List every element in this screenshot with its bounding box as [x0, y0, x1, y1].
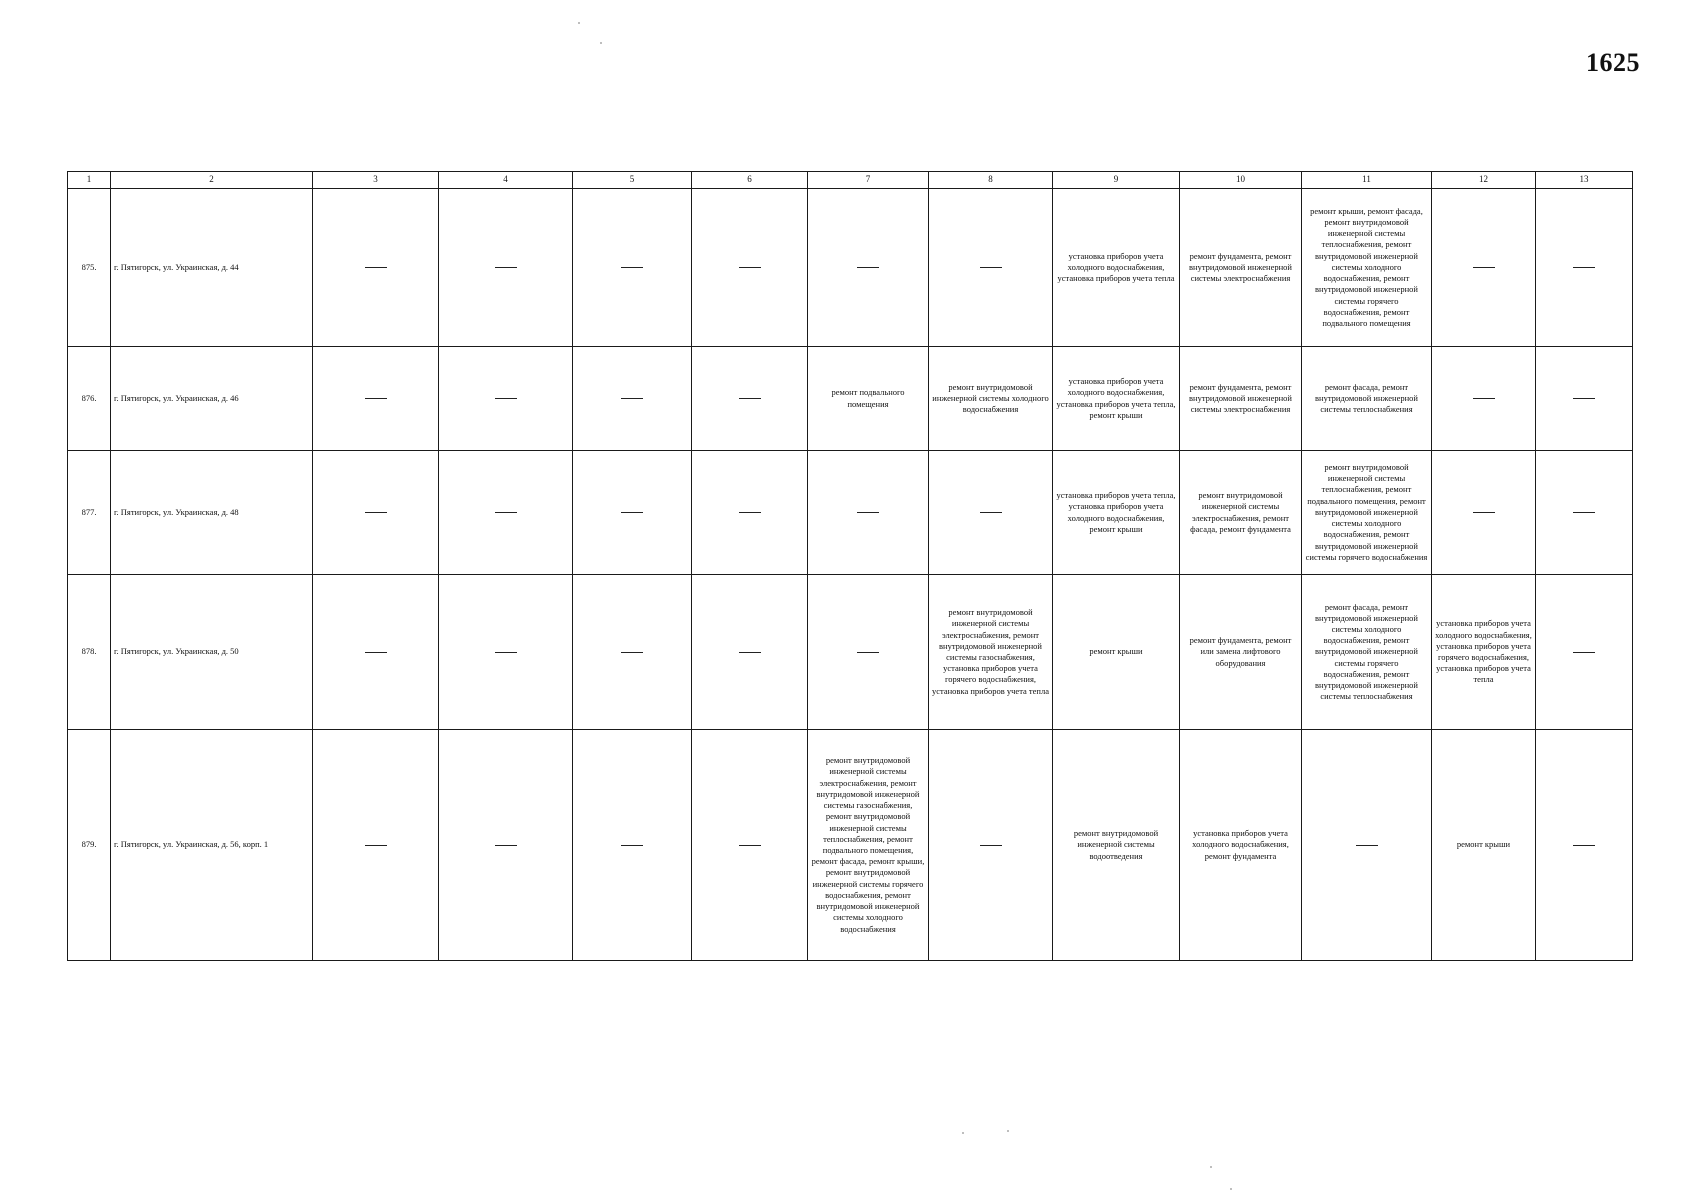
dash-mark — [1573, 845, 1595, 846]
empty-dash-cell — [808, 189, 929, 347]
scan-speck — [1230, 1188, 1232, 1190]
empty-dash-cell — [1432, 347, 1536, 451]
empty-dash-cell — [692, 451, 808, 575]
dash-mark — [857, 267, 879, 268]
empty-dash-cell — [929, 730, 1053, 961]
dash-mark — [980, 512, 1002, 513]
dash-mark — [1573, 398, 1595, 399]
dash-mark — [365, 512, 387, 513]
dash-mark — [365, 267, 387, 268]
column-header: 5 — [573, 172, 692, 189]
empty-dash-cell — [439, 189, 573, 347]
empty-dash-cell — [1302, 730, 1432, 961]
dash-mark — [739, 512, 761, 513]
empty-dash-cell — [439, 347, 573, 451]
empty-dash-cell — [1432, 189, 1536, 347]
empty-dash-cell — [1432, 451, 1536, 575]
dash-mark — [365, 845, 387, 846]
empty-dash-cell — [313, 730, 439, 961]
scan-speck — [578, 22, 580, 24]
empty-dash-cell — [573, 347, 692, 451]
work-type-cell: ремонт фундамента, ремонт внутридомовой инженерной системы электроснабжения — [1180, 347, 1302, 451]
dash-mark — [1573, 267, 1595, 268]
dash-mark — [621, 845, 643, 846]
row-number: 877. — [68, 451, 111, 575]
empty-dash-cell — [1536, 451, 1633, 575]
empty-dash-cell — [313, 189, 439, 347]
row-number: 875. — [68, 189, 111, 347]
work-type-cell: ремонт крыши — [1432, 730, 1536, 961]
column-header: 4 — [439, 172, 573, 189]
table-row — [68, 575, 1633, 730]
dash-mark — [495, 512, 517, 513]
dash-mark — [739, 845, 761, 846]
dash-mark — [739, 652, 761, 653]
dash-mark — [621, 652, 643, 653]
work-type-cell: установка приборов учета тепла, установка приборов учета холодного водоснабжения, ремонт крыши — [1053, 451, 1180, 575]
column-header: 9 — [1053, 172, 1180, 189]
dash-mark — [980, 267, 1002, 268]
scan-speck — [600, 42, 602, 44]
dash-mark — [365, 652, 387, 653]
work-type-cell: ремонт крыши — [1053, 575, 1180, 730]
empty-dash-cell — [439, 730, 573, 961]
empty-dash-cell — [692, 575, 808, 730]
column-header: 2 — [111, 172, 313, 189]
row-number: 876. — [68, 347, 111, 451]
work-type-cell: ремонт фасада, ремонт внутридомовой инженерной системы холодного водоснабжения, ремонт внутридомовой инженерной системы горячего водоснабжения, ремонт внутридомовой инженерной системы теплоснабжения — [1302, 575, 1432, 730]
empty-dash-cell — [313, 451, 439, 575]
work-type-cell: ремонт внутридомовой инженерной системы водоотведения — [1053, 730, 1180, 961]
empty-dash-cell — [808, 575, 929, 730]
dash-mark — [495, 398, 517, 399]
column-header: 1 — [68, 172, 111, 189]
dash-mark — [980, 845, 1002, 846]
work-type-cell: ремонт внутридомовой инженерной системы электроснабжения, ремонт внутридомовой инженерной системы газоснабжения, ремонт внутридомовой инженерной системы теплоснабжения, ремонт подвального помещения, ремонт фасада, ремонт крыши, ремонт внутридомовой инженерной системы горячего водоснабжения, ремонт внутридомовой инженерной системы холодного водоснабжения — [808, 730, 929, 961]
empty-dash-cell — [573, 451, 692, 575]
empty-dash-cell — [1536, 189, 1633, 347]
column-number-row — [68, 172, 1633, 189]
empty-dash-cell — [313, 575, 439, 730]
scan-speck — [962, 1132, 964, 1134]
row-number: 878. — [68, 575, 111, 730]
repair-schedule-table — [67, 171, 1633, 961]
dash-mark — [495, 652, 517, 653]
work-type-cell: установка приборов учета холодного водоснабжения, установка приборов учета горячего водоснабжения, установка приборов учета тепла — [1432, 575, 1536, 730]
dash-mark — [1473, 267, 1495, 268]
work-type-cell: ремонт внутридомовой инженерной системы теплоснабжения, ремонт подвального помещения, ремонт внутридомовой инженерной системы холодного водоснабжения, ремонт внутридомовой инженерной системы горячего водоснабжения — [1302, 451, 1432, 575]
empty-dash-cell — [439, 575, 573, 730]
column-header: 11 — [1302, 172, 1432, 189]
row-number: 879. — [68, 730, 111, 961]
column-header: 12 — [1432, 172, 1536, 189]
scan-speck — [1007, 1130, 1009, 1132]
work-type-cell: установка приборов учета холодного водоснабжения, установка приборов учета тепла, ремонт крыши — [1053, 347, 1180, 451]
dash-mark — [365, 398, 387, 399]
work-type-cell: ремонт фундамента, ремонт внутридомовой инженерной системы электроснабжения — [1180, 189, 1302, 347]
work-type-cell: ремонт внутридомовой инженерной системы электроснабжения, ремонт фасада, ремонт фундамента — [1180, 451, 1302, 575]
empty-dash-cell — [808, 451, 929, 575]
dash-mark — [739, 267, 761, 268]
empty-dash-cell — [439, 451, 573, 575]
column-header: 7 — [808, 172, 929, 189]
column-header: 10 — [1180, 172, 1302, 189]
dash-mark — [1573, 512, 1595, 513]
empty-dash-cell — [1536, 575, 1633, 730]
dash-mark — [495, 267, 517, 268]
address-cell: г. Пятигорск, ул. Украинская, д. 48 — [111, 451, 313, 575]
dash-mark — [1356, 845, 1378, 846]
dash-mark — [621, 267, 643, 268]
empty-dash-cell — [692, 347, 808, 451]
table-row — [68, 189, 1633, 347]
work-type-cell: установка приборов учета холодного водоснабжения, установка приборов учета тепла — [1053, 189, 1180, 347]
dash-mark — [621, 512, 643, 513]
scan-speck — [1210, 1166, 1212, 1168]
empty-dash-cell — [573, 730, 692, 961]
work-type-cell: ремонт фасада, ремонт внутридомовой инженерной системы теплоснабжения — [1302, 347, 1432, 451]
column-header: 3 — [313, 172, 439, 189]
dash-mark — [1473, 398, 1495, 399]
empty-dash-cell — [692, 730, 808, 961]
page-number: 1625 — [1586, 48, 1640, 77]
work-type-cell: ремонт подвального помещения — [808, 347, 929, 451]
work-type-cell: ремонт внутридомовой инженерной системы электроснабжения, ремонт внутридомовой инженерной системы газоснабжения, установка приборов учета горячего водоснабжения, установка приборов учета тепла — [929, 575, 1053, 730]
work-type-cell: ремонт крыши, ремонт фасада, ремонт внутридомовой инженерной системы теплоснабжения, ремонт внутридомовой инженерной системы холодного водоснабжения, ремонт внутридомовой инженерной системы горячего водоснабжения, ремонт подвального помещения — [1302, 189, 1432, 347]
work-type-cell: ремонт внутридомовой инженерной системы холодного водоснабжения — [929, 347, 1053, 451]
empty-dash-cell — [573, 189, 692, 347]
dash-mark — [739, 398, 761, 399]
dash-mark — [621, 398, 643, 399]
empty-dash-cell — [573, 575, 692, 730]
work-type-cell: ремонт фундамента, ремонт или замена лифтового оборудования — [1180, 575, 1302, 730]
address-cell: г. Пятигорск, ул. Украинская, д. 56, корп. 1 — [111, 730, 313, 961]
table-row — [68, 347, 1633, 451]
empty-dash-cell — [313, 347, 439, 451]
address-cell: г. Пятигорск, ул. Украинская, д. 44 — [111, 189, 313, 347]
empty-dash-cell — [1536, 347, 1633, 451]
empty-dash-cell — [1536, 730, 1633, 961]
column-header: 8 — [929, 172, 1053, 189]
address-cell: г. Пятигорск, ул. Украинская, д. 50 — [111, 575, 313, 730]
empty-dash-cell — [929, 451, 1053, 575]
work-type-cell: установка приборов учета холодного водоснабжения, ремонт фундамента — [1180, 730, 1302, 961]
column-header: 13 — [1536, 172, 1633, 189]
dash-mark — [1573, 652, 1595, 653]
empty-dash-cell — [929, 189, 1053, 347]
address-cell: г. Пятигорск, ул. Украинская, д. 46 — [111, 347, 313, 451]
column-header: 6 — [692, 172, 808, 189]
empty-dash-cell — [692, 189, 808, 347]
table-row — [68, 730, 1633, 961]
table-row — [68, 451, 1633, 575]
dash-mark — [495, 845, 517, 846]
dash-mark — [1473, 512, 1495, 513]
dash-mark — [857, 652, 879, 653]
dash-mark — [857, 512, 879, 513]
